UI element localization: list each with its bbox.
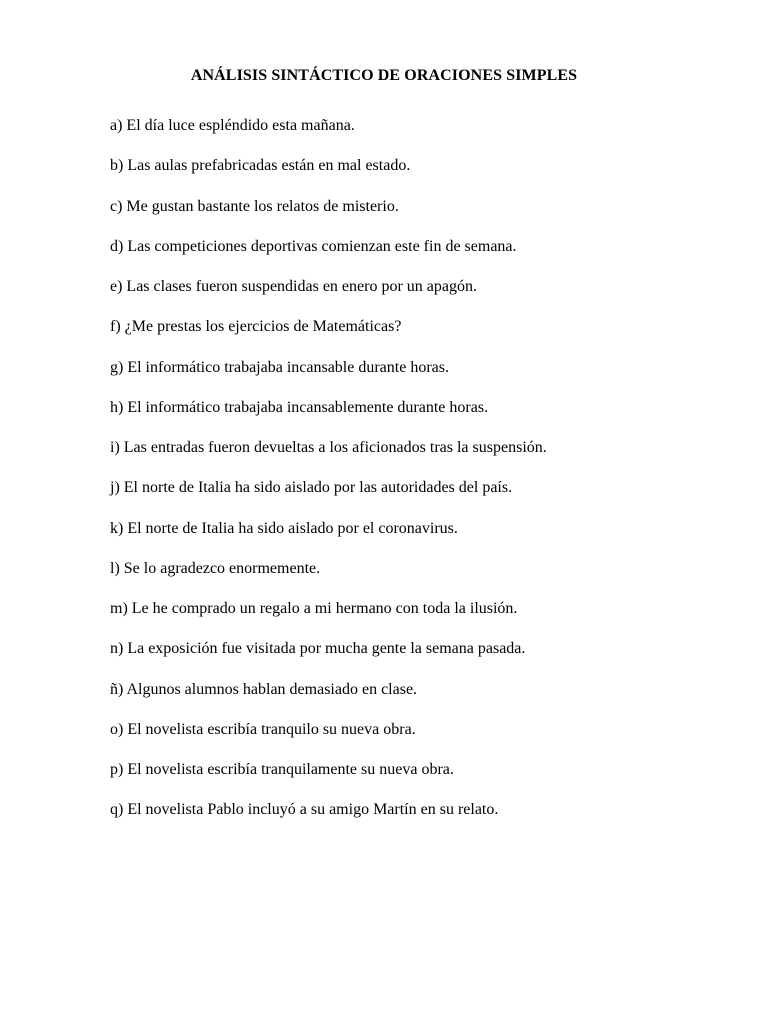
sentence-item: g) El informático trabajaba incansable durante horas. (110, 358, 449, 376)
sentence-item: c) Me gustan bastante los relatos de misterio. (110, 197, 399, 215)
sentence-item: m) Le he comprado un regalo a mi hermano con toda la ilusión. (110, 600, 518, 617)
sentence-item: n) La exposición fue visitada por mucha gente la semana pasada. (110, 640, 526, 658)
sentence-item: l) Se lo agradezco enormemente. (110, 559, 321, 577)
sentence-item: h) El informático trabajaba incansablemente durante horas. (110, 398, 489, 416)
sentence-item: i) Las entradas fueron devueltas a los aficionados tras la suspensión. (110, 439, 547, 456)
sentence-item: k) El norte de Italia ha sido aislado por el coronavirus. (110, 519, 458, 537)
sentence-item: e) Las clases fueron suspendidas en enero por un apagón. (110, 278, 477, 295)
sentence-item: a) El día luce espléndido esta mañana. (110, 117, 355, 134)
sentence-item: q) El novelista Pablo incluyó a su amigo Martín en su relato. (110, 801, 499, 819)
sentence-item: d) Las competiciones deportivas comienzan este fin de semana. (110, 237, 517, 255)
sentence-item: b) Las aulas prefabricadas están en mal estado. (110, 157, 411, 175)
sentence-item: p) El novelista escribía tranquilamente su nueva obra. (110, 761, 454, 778)
sentence-item: j) El norte de Italia ha sido aislado por las autoridades del país. (110, 479, 513, 497)
sentence-item: ñ) Algunos alumnos hablan demasiado en clase. (110, 680, 418, 698)
sentence-item: o) El novelista escribía tranquilo su nueva obra. (110, 720, 416, 738)
sentence-list (110, 112, 547, 837)
page-title: ANÁLISIS SINTÁCTICO DE ORACIONES SIMPLES (190, 67, 578, 84)
sentence-item: f) ¿Me prestas los ejercicios de Matemáticas? (110, 318, 402, 336)
